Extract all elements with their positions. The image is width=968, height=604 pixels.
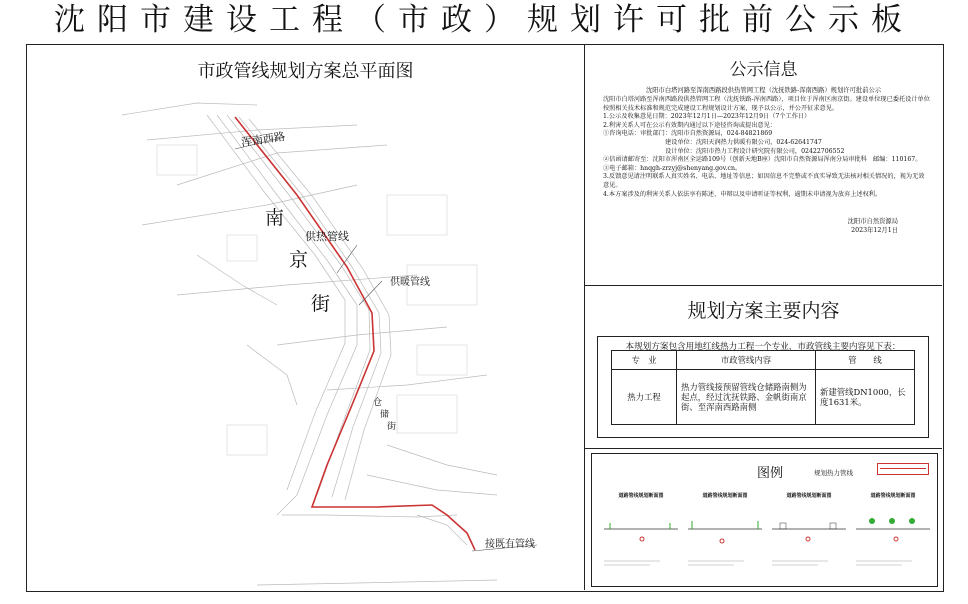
label-cangchu-st-2: 储 <box>380 410 390 420</box>
map-panel <box>27 45 585 590</box>
cross-section-drawing <box>684 499 766 575</box>
notice-paragraph: 设计单位：沈阳市热力工程设计研究院有限公司，02422706552 <box>665 147 845 155</box>
legend-swatch <box>877 463 929 475</box>
cross-section-4 <box>852 492 934 580</box>
cross-section-2 <box>684 492 766 580</box>
label-connect-existing: 接既有管线 <box>485 539 535 550</box>
notice-panel <box>585 45 942 286</box>
notice-paragraph: 沈阳市白塔河路至浑南西路段供热管网工程（沈抚铁路-浑南西路），项目位于浑南区南京街。建设单位现已委托设计单位按照相关技术标准和规范完成建设工程规划设计方案，现予以公示，并公开征求意见。 <box>603 96 930 112</box>
notice-paragraph: 2.利害关系人可在公示有效期内通过以下途径咨询或提出意见： <box>603 121 776 129</box>
plan-cell-specialty: 热力工程 <box>612 370 677 425</box>
plan-cell-content: 热力管线接预留管线仓储路南侧为起点，经过沈抚铁路、金帆街南京街、至浑南西路南侧 <box>677 370 816 425</box>
label-nanjing-st-3: 街 <box>311 293 331 315</box>
cross-section-drawing <box>768 499 850 575</box>
label-cangchu-st-1: 仓 <box>373 398 383 408</box>
notice-paragraph: ②信函请邮寄至：沈阳市浑南区全运路109号（创新天地B座）沈阳市自然资源局浑南分局审批科 邮编：110167。 <box>603 156 922 164</box>
plan-header-content: 市政管线内容 <box>677 351 816 370</box>
cross-section-title: 道路管线规划断面图 <box>786 493 832 499</box>
cross-section-drawing <box>600 499 682 575</box>
plan-header-specialty: 专 业 <box>612 351 677 370</box>
plan-intro: 本规划方案包含用地红线热力工程一个专业，市政管线主要内容见下表： <box>625 342 901 352</box>
cross-section-drawing <box>852 499 934 575</box>
notice-issuer: 沈阳市自然资源局 <box>847 218 898 226</box>
plan-box <box>597 336 929 438</box>
notice-date: 2023年12月1日 <box>851 227 898 235</box>
plan-table <box>611 350 915 425</box>
plan-panel <box>585 286 942 449</box>
notice-paragraph: 3.反馈意见请注明联系人真实姓名、电话、地址等信息；如因信息不完整或不真实导致无法核对相关情况的，视为无效意见。 <box>603 173 925 189</box>
cross-section-title: 道路管线规划断面图 <box>618 493 664 499</box>
notice-paragraph: ③电子邮箱：hnqgh-zrzyj@shenyang.gov.cn。 <box>603 164 742 172</box>
legend-item-label: 规划热力管线 <box>814 469 853 477</box>
label-heat-pipe: 供热管线 <box>305 230 349 243</box>
legend-box <box>591 453 938 587</box>
cross-section-1 <box>600 492 682 580</box>
planned-heat-pipe <box>235 117 475 550</box>
plan-header-pipe: 管 线 <box>816 351 915 370</box>
plan-cell-pipe: 新建管线DN1000，长度1631米。 <box>816 370 915 425</box>
notice-paragraph: 1.公示及收集意见日期：2023年12月1日—2023年12月9日（7个工作日） <box>603 113 811 121</box>
plan-title: 规划方案主要内容 <box>687 300 840 322</box>
label-nanjing-st-2: 京 <box>289 249 309 271</box>
notice-paragraph: ①咨询电话：审批部门：沈阳市自然资源局，024-84821869 <box>603 130 773 138</box>
table-row <box>612 370 915 425</box>
cross-section-title: 道路管线规划断面图 <box>870 493 916 499</box>
label-nanjing-st-1: 南 <box>265 207 285 229</box>
board-title: 沈阳市建设工程（市政）规划许可批前公示板 <box>54 2 914 38</box>
legend-title: 图例 <box>757 466 784 481</box>
legend-panel <box>585 449 942 590</box>
notice-title: 公示信息 <box>729 60 798 80</box>
site-plan-map <box>27 45 584 590</box>
cross-section-title: 道路管线规划断面图 <box>702 493 748 499</box>
notice-subtitle: 沈阳市白塔河路至浑南西路段供热管网工程（沈抚铁路-浑南西路）规划许可批前公示 <box>645 87 882 94</box>
notice-paragraph: 4.本方案涉及的利害关系人依法享有陈述、申辩以及申请听证等权利，逾期未申请视为放弃上述权利。 <box>603 190 882 198</box>
notice-paragraph: 建设单位：沈阳天润热力供暖有限公司，024-62641747 <box>665 138 822 146</box>
label-warm-pipe: 供暖管线 <box>390 277 430 288</box>
label-cangchu-st-3: 街 <box>387 422 397 432</box>
label-hunnan-west-road: 浑南西路 <box>240 129 286 149</box>
map-title: 市政管线规划方案总平面图 <box>197 61 414 82</box>
notice-body <box>585 95 942 199</box>
cross-section-3 <box>768 492 850 580</box>
